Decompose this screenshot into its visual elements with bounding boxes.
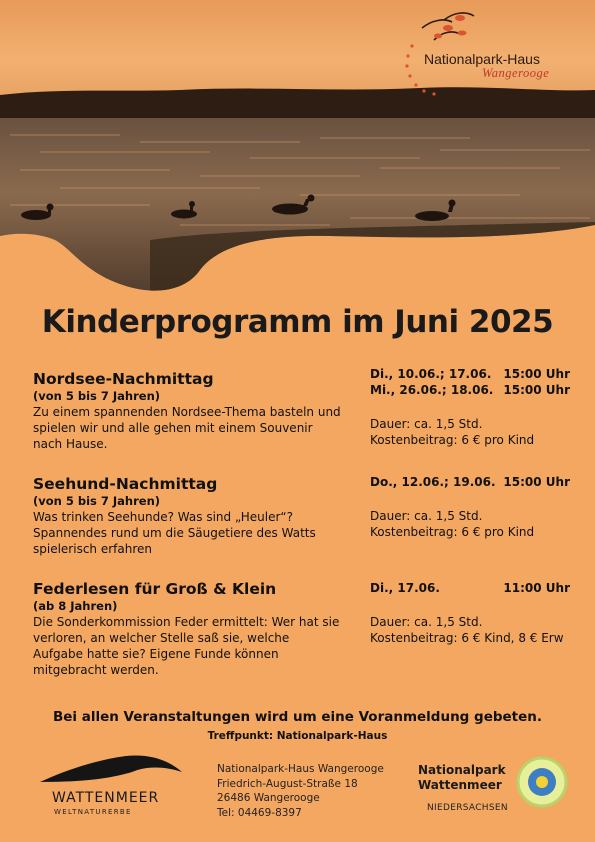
address-line: 26486 Wangerooge — [217, 792, 320, 804]
np-name-line: Wattenmeer — [418, 778, 502, 792]
np-subtitle: NIEDERSACHSEN — [427, 803, 508, 813]
address-line: Friedrich-August-Straße 18 — [217, 777, 358, 790]
event-duration: Dauer: ca. 1,5 Std. — [370, 417, 483, 431]
logo-subtitle: Wangerooge — [482, 66, 550, 80]
event-age: (ab 8 Jahren) — [33, 599, 118, 613]
address-line: Nationalpark-Haus Wangerooge — [217, 763, 384, 775]
event-description: Was trinken Seehunde? Was sind „Heuler“? Spannendes rund um die Säugetiere des Watts spielerisch erfahren — [33, 510, 316, 556]
np-name-line: Nationalpark — [418, 763, 506, 777]
event-duration: Dauer: ca. 1,5 Std. — [370, 509, 483, 523]
event-time: 15:00 Uhr — [503, 367, 570, 381]
date-row — [370, 382, 570, 398]
event-seehund — [33, 475, 343, 557]
wattenmeer-name: WATTENMEER — [52, 790, 160, 806]
event-date: Do., 12.06.; 19.06. — [370, 475, 496, 489]
event-description: Die Sonderkommission Feder ermittelt: Wer hat sie verloren, an welcher Stelle saß sie, welche Aufgabe hatte sie? Eigene Funde können mitgebracht werden. — [33, 615, 340, 677]
event-time: 11:00 Uhr — [503, 581, 570, 595]
date-row — [370, 474, 570, 490]
event-date: Di., 10.06.; 17.06. — [370, 367, 492, 381]
event-date: Di., 17.06. — [370, 581, 440, 595]
event-fee: Kostenbeitrag: 6 € Kind, 8 € Erw — [370, 631, 564, 645]
meeting-point: Treffpunkt: Nationalpark-Haus — [207, 730, 388, 742]
event-age: (von 5 bis 7 Jahren) — [33, 389, 161, 403]
event-schedule-seehund — [370, 474, 570, 540]
event-fee: Kostenbeitrag: 6 € pro Kind — [370, 433, 535, 447]
page-title: Kinderprogramm im Juni 2025 — [41, 304, 554, 340]
event-title: Seehund-Nachmittag — [33, 475, 218, 493]
logo-name: Nationalpark-Haus — [424, 51, 540, 67]
event-schedule-federlesen — [370, 580, 570, 646]
event-time: 15:00 Uhr — [503, 383, 570, 397]
wattenmeer-subtitle: WELTNATURERBE — [54, 808, 132, 816]
address-phone: Tel: 04469-8397 — [217, 806, 302, 819]
event-title: Federlesen für Groß & Klein — [33, 580, 277, 598]
registration-notice: Bei allen Veranstaltungen wird um eine Voranmeldung gebeten. — [52, 709, 543, 725]
nationalpark-circle-icon — [516, 756, 568, 808]
event-age: (von 5 bis 7 Jahren) — [33, 494, 161, 508]
event-fee: Kostenbeitrag: 6 € pro Kind — [370, 525, 535, 539]
event-description: Zu einem spannenden Nordsee-Thema basteln und spielen wir und alle gehen mit einem Souvenir nach Hause. — [33, 405, 341, 451]
event-federlesen — [33, 580, 343, 678]
event-schedule-nordsee — [370, 366, 570, 448]
event-nordsee — [33, 370, 343, 452]
event-date: Mi., 26.06.; 18.06. — [370, 383, 494, 397]
date-row — [370, 366, 570, 382]
event-time: 15:00 Uhr — [503, 475, 570, 489]
event-duration: Dauer: ca. 1,5 Std. — [370, 615, 483, 629]
address-block — [217, 762, 384, 820]
event-title: Nordsee-Nachmittag — [33, 370, 214, 388]
np-logo-text — [418, 763, 506, 793]
date-row — [370, 580, 570, 596]
